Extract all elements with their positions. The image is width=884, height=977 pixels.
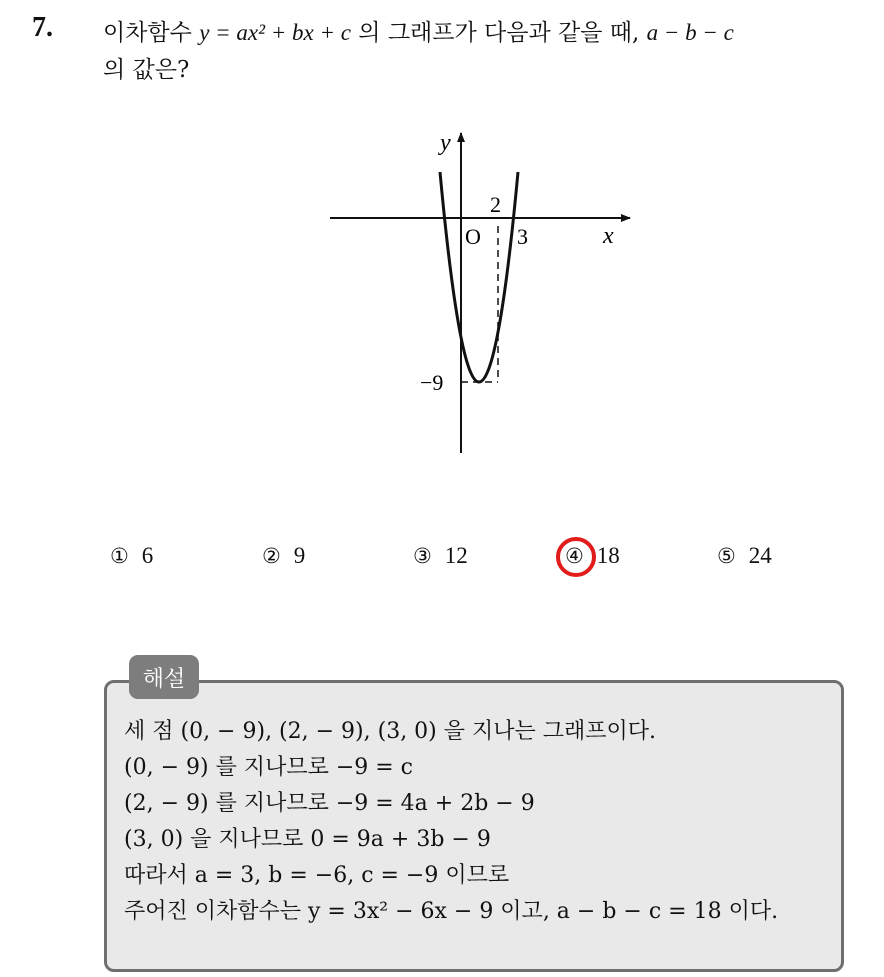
question-text [103, 14, 873, 89]
choice-3[interactable] [413, 543, 468, 569]
vertex-x-label: 2 [490, 192, 501, 217]
choice-1[interactable] [110, 543, 153, 569]
choice-4-value: 18 [596, 543, 620, 568]
parabola-curve [440, 172, 518, 382]
choice-1-mark: ① [110, 544, 129, 568]
question-text-before: 이차함수 [103, 20, 192, 46]
solution-line-3: (2, − 9) 를 지나므로 −9 = 4a + 2b − 9 [124, 791, 535, 816]
origin-label: O [465, 224, 481, 249]
choice-2-mark: ② [262, 544, 281, 568]
solution-line-5: 따라서 a = 3, b = −6, c = −9 이므로 [124, 863, 510, 888]
choice-4-mark: ④ [565, 544, 584, 568]
answer-choices [0, 543, 884, 577]
choice-5[interactable] [717, 543, 772, 569]
choice-1-value: 6 [141, 543, 154, 568]
y-intercept-label: −9 [420, 370, 444, 395]
choice-3-value: 12 [444, 543, 468, 568]
y-axis-label: y [440, 130, 451, 156]
solution-line-4: (3, 0) 을 지나므로 0 = 9a + 3b − 9 [124, 827, 491, 852]
selected-answer-circle [556, 537, 596, 577]
choice-5-value: 24 [748, 543, 772, 568]
parabola-graph [320, 120, 640, 460]
solution-line-1: 세 점 (0, − 9), (2, − 9), (3, 0) 을 지나는 그래프이다. [124, 719, 656, 744]
solution-text [124, 714, 834, 930]
solution-line-6: 주어진 이차함수는 y = 3x² − 6x − 9 이고, a − b − c = 18 이다. [124, 899, 779, 924]
choice-2-value: 9 [293, 543, 306, 568]
solution-line-2: (0, − 9) 를 지나므로 −9 = c [124, 755, 413, 780]
choice-2[interactable] [262, 543, 305, 569]
x-axis-label: x [603, 223, 614, 249]
question-equation: y = ax² + bx + c [199, 20, 351, 45]
question-target-expression: a − b − c [646, 20, 734, 45]
root-label: 3 [517, 224, 528, 249]
choice-5-mark: ⑤ [717, 544, 736, 568]
question-number: 7. [32, 12, 53, 43]
solution-tag: 해설 [129, 655, 199, 699]
choice-3-mark: ③ [413, 544, 432, 568]
question-text-after: 의 그래프가 다음과 같을 때, [358, 20, 640, 46]
question-text-line2: 의 값은? [103, 57, 190, 83]
